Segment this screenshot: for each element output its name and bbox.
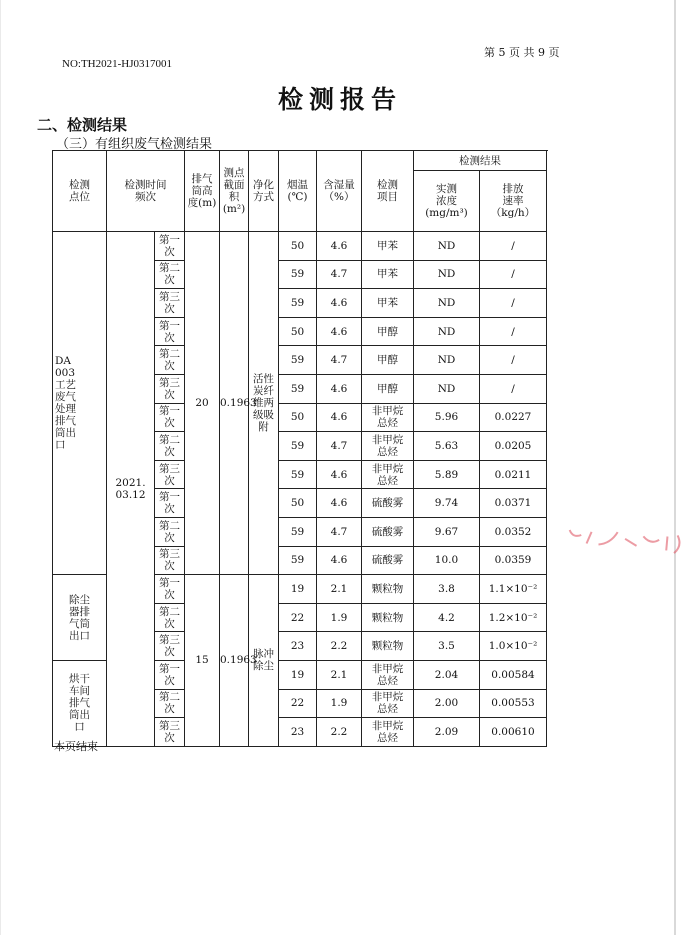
- section-heading: 二、检测结果: [37, 116, 128, 134]
- rate-cell: 1.1×10⁻²: [480, 575, 547, 604]
- conc-cell: ND: [414, 289, 480, 318]
- point-da003: [53, 232, 107, 575]
- header-temp: 烟温 (℃): [279, 151, 317, 232]
- temp-cell: 59: [279, 374, 317, 403]
- conc-cell: 2.04: [414, 660, 480, 689]
- humidity-cell: 2.1: [317, 575, 362, 604]
- frequency-cell: 第三次: [155, 546, 185, 575]
- header-item: 检测 项目: [362, 151, 414, 232]
- conc-cell: ND: [414, 317, 480, 346]
- conc-cell: 5.96: [414, 403, 480, 432]
- temp-cell: 22: [279, 689, 317, 718]
- frequency-cell: 第二次: [155, 603, 185, 632]
- frequency-cell: 第一次: [155, 403, 185, 432]
- humidity-cell: 4.7: [317, 432, 362, 461]
- item-cell: 甲醇: [362, 374, 414, 403]
- conc-cell: 3.8: [414, 575, 480, 604]
- humidity-cell: 4.6: [317, 317, 362, 346]
- rate-cell: 0.0371: [480, 489, 547, 518]
- header-stack-height: 排气 筒高 度(m): [185, 151, 220, 232]
- humidity-cell: 4.6: [317, 289, 362, 318]
- frequency-cell: 第二次: [155, 260, 185, 289]
- temp-cell: 59: [279, 346, 317, 375]
- rate-cell: 0.0352: [480, 517, 547, 546]
- area-cell: 0.1963: [220, 232, 249, 575]
- frequency-cell: 第三次: [155, 289, 185, 318]
- header-row-1: [53, 151, 547, 171]
- item-cell: 非甲烷 总烃: [362, 403, 414, 432]
- frequency-cell: 第三次: [155, 460, 185, 489]
- rate-cell: /: [480, 232, 547, 261]
- header-area: 测点 截面 积(m²): [220, 151, 249, 232]
- rate-cell: 0.00553: [480, 689, 547, 718]
- rate-cell: 0.0211: [480, 460, 547, 489]
- temp-cell: 59: [279, 460, 317, 489]
- frequency-cell: 第一次: [155, 575, 185, 604]
- item-cell: 非甲烷 总烃: [362, 660, 414, 689]
- conc-cell: 5.63: [414, 432, 480, 461]
- humidity-cell: 2.2: [317, 632, 362, 661]
- header-rate: 排放 速率 （kg/h）: [480, 171, 547, 232]
- header-point: 检测 点位: [53, 151, 107, 232]
- sampling-date: 2021. 03.12: [107, 232, 155, 747]
- conc-cell: 2.00: [414, 689, 480, 718]
- humidity-cell: 2.2: [317, 718, 362, 747]
- frequency-cell: 第一次: [155, 317, 185, 346]
- conc-cell: 2.09: [414, 718, 480, 747]
- seal-fragment-icon: [566, 520, 688, 560]
- item-cell: 非甲烷 总烃: [362, 689, 414, 718]
- rate-cell: /: [480, 346, 547, 375]
- item-cell: 硫酸雾: [362, 489, 414, 518]
- humidity-cell: 4.7: [317, 517, 362, 546]
- conc-cell: 3.5: [414, 632, 480, 661]
- purification-cell: 活性 炭纤 维两 级吸 附: [249, 232, 279, 575]
- conc-cell: ND: [414, 260, 480, 289]
- frequency-cell: 第二次: [155, 689, 185, 718]
- table-body: [53, 151, 547, 747]
- rate-cell: 1.2×10⁻²: [480, 603, 547, 632]
- conc-cell: ND: [414, 232, 480, 261]
- rate-cell: 1.0×10⁻²: [480, 632, 547, 661]
- header-results: 检测结果: [414, 151, 547, 171]
- stack-height-cell: 20: [185, 232, 220, 575]
- frequency-cell: 第三次: [155, 374, 185, 403]
- rate-cell: 0.00610: [480, 718, 547, 747]
- page-end-note: 本页结束: [54, 740, 98, 753]
- humidity-cell: 4.6: [317, 546, 362, 575]
- item-cell: 非甲烷 总烃: [362, 460, 414, 489]
- header-time: 检测时间 频次: [107, 151, 185, 232]
- temp-cell: 59: [279, 260, 317, 289]
- page-title: 检测报告: [277, 85, 402, 114]
- point-dust-collector: 除尘 器排 气筒 出口: [53, 575, 107, 661]
- rate-cell: /: [480, 317, 547, 346]
- item-cell: 硫酸雾: [362, 546, 414, 575]
- stack-height-cell: 15: [185, 575, 220, 747]
- temp-cell: 59: [279, 546, 317, 575]
- temp-cell: 59: [279, 432, 317, 461]
- temp-cell: 50: [279, 489, 317, 518]
- header-humidity: 含湿量 （%）: [317, 151, 362, 232]
- temp-cell: 23: [279, 718, 317, 747]
- humidity-cell: 4.6: [317, 374, 362, 403]
- item-cell: 甲醇: [362, 346, 414, 375]
- humidity-cell: 4.7: [317, 260, 362, 289]
- temp-cell: 50: [279, 317, 317, 346]
- conc-cell: ND: [414, 374, 480, 403]
- humidity-cell: 4.6: [317, 403, 362, 432]
- conc-cell: ND: [414, 346, 480, 375]
- header-purification: 净化 方式: [249, 151, 279, 232]
- rate-cell: 0.0227: [480, 403, 547, 432]
- rate-cell: 0.0205: [480, 432, 547, 461]
- humidity-cell: 4.6: [317, 460, 362, 489]
- conc-cell: 9.74: [414, 489, 480, 518]
- rate-cell: 0.0359: [480, 546, 547, 575]
- conc-cell: 10.0: [414, 546, 480, 575]
- temp-cell: 50: [279, 232, 317, 261]
- point-da003-desc: 工艺 废气 处理 排气 筒出 口: [55, 379, 76, 452]
- table-row: [53, 232, 547, 261]
- report-number: NO:TH2021-HJ0317001: [62, 58, 172, 70]
- item-cell: 甲醇: [362, 317, 414, 346]
- item-cell: 颗粒物: [362, 632, 414, 661]
- rate-cell: /: [480, 260, 547, 289]
- purification-cell: 脉冲 除尘: [249, 575, 279, 747]
- item-cell: 甲苯: [362, 260, 414, 289]
- frequency-cell: 第一次: [155, 660, 185, 689]
- results-table: [52, 150, 547, 747]
- humidity-cell: 2.1: [317, 660, 362, 689]
- point-da003-line1: DA: [55, 355, 72, 368]
- humidity-cell: 1.9: [317, 689, 362, 718]
- frequency-cell: 第三次: [155, 718, 185, 747]
- conc-cell: 9.67: [414, 517, 480, 546]
- temp-cell: 19: [279, 660, 317, 689]
- point-drying-workshop: 烘干 车间 排气 筒出 口: [53, 660, 107, 746]
- temp-cell: 59: [279, 517, 317, 546]
- scan-right-edge: [674, 0, 676, 935]
- conc-cell: 4.2: [414, 603, 480, 632]
- page-number: 第 5 页 共 9 页: [484, 46, 560, 59]
- frequency-cell: 第一次: [155, 232, 185, 261]
- subsection-heading: （三）有组织废气检测结果: [56, 137, 213, 152]
- temp-cell: 50: [279, 403, 317, 432]
- red-seal-stamp: [558, 519, 688, 560]
- frequency-cell: 第三次: [155, 632, 185, 661]
- item-cell: 硫酸雾: [362, 517, 414, 546]
- frequency-cell: 第二次: [155, 517, 185, 546]
- conc-cell: 5.89: [414, 460, 480, 489]
- temp-cell: 22: [279, 603, 317, 632]
- item-cell: 甲苯: [362, 232, 414, 261]
- point-da003-line2: 003: [55, 367, 76, 380]
- scan-left-edge: [0, 0, 1, 935]
- rate-cell: /: [480, 289, 547, 318]
- item-cell: 甲苯: [362, 289, 414, 318]
- rate-cell: /: [480, 374, 547, 403]
- temp-cell: 59: [279, 289, 317, 318]
- item-cell: 非甲烷 总烃: [362, 718, 414, 747]
- humidity-cell: 4.6: [317, 232, 362, 261]
- item-cell: 非甲烷 总烃: [362, 432, 414, 461]
- humidity-cell: 4.6: [317, 489, 362, 518]
- rate-cell: 0.00584: [480, 660, 547, 689]
- area-cell: 0.1963: [220, 575, 249, 747]
- frequency-cell: 第二次: [155, 346, 185, 375]
- temp-cell: 23: [279, 632, 317, 661]
- item-cell: 颗粒物: [362, 575, 414, 604]
- header-conc: 实测 浓度 (mg/m³): [414, 171, 480, 232]
- frequency-cell: 第二次: [155, 432, 185, 461]
- frequency-cell: 第一次: [155, 489, 185, 518]
- item-cell: 颗粒物: [362, 603, 414, 632]
- temp-cell: 19: [279, 575, 317, 604]
- humidity-cell: 1.9: [317, 603, 362, 632]
- humidity-cell: 4.7: [317, 346, 362, 375]
